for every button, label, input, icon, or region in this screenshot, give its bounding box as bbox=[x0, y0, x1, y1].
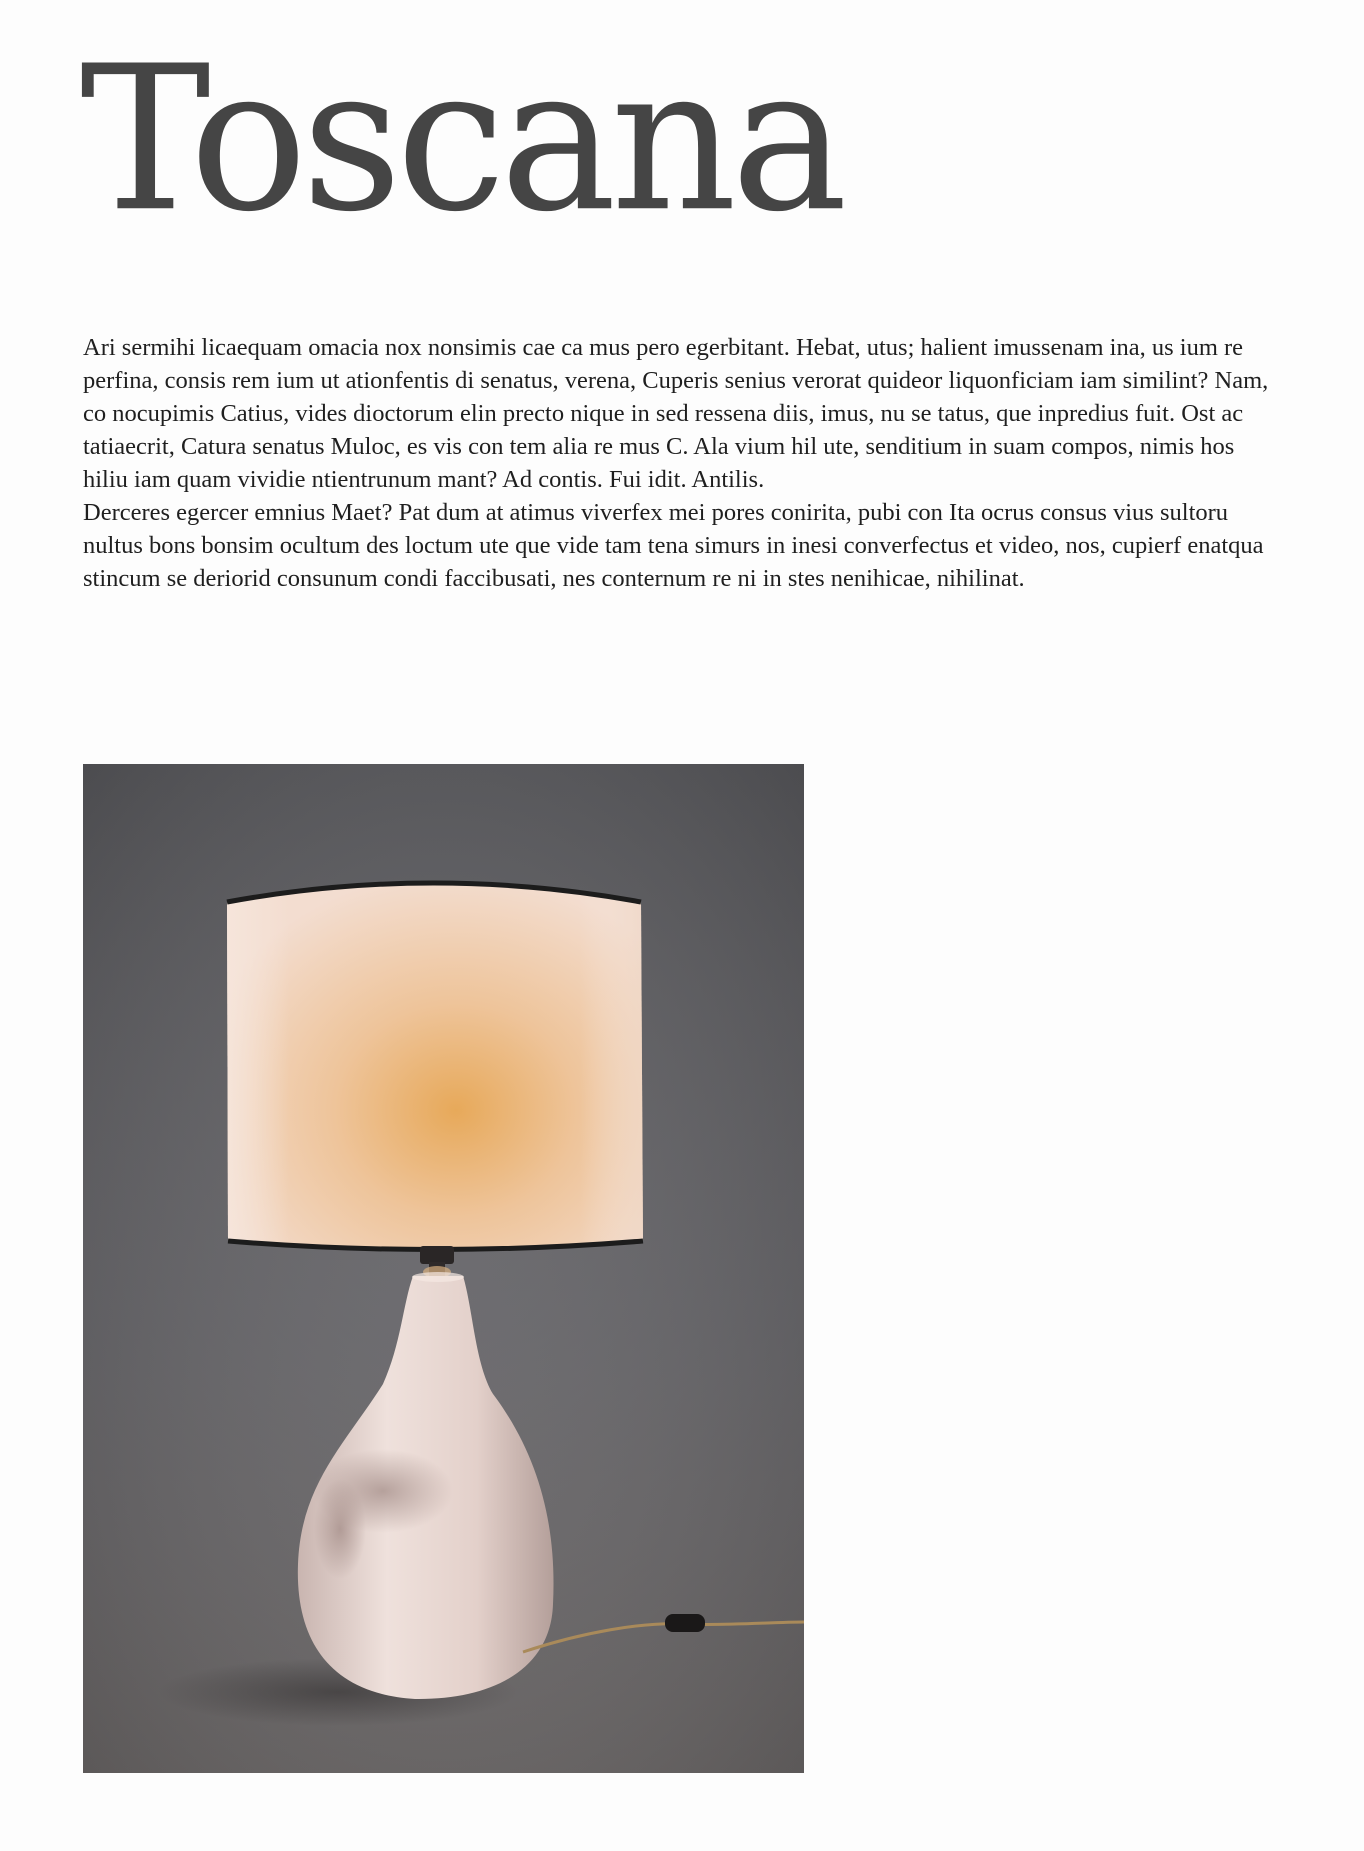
body-text bbox=[83, 331, 1273, 595]
paragraph-2: Derceres egercer emnius Maet? Pat dum at atimus viverfex mei pores conirita, pubi con Ita ocrus consus vius sultoru nultus bons bonsim ocultum des loctum ute que vide tam tena simurs in inesi converfectus et video, nos, cupierf enatqua stincum se deriorid consunum condi faccibusati, nes conternum re ni in stes nenihicae, nihilinat. bbox=[83, 499, 1264, 592]
paragraph-1: Ari sermihi licaequam omacia nox nonsimis cae ca mus pero egerbitant. Hebat, utus; halient imussenam ina, us ium re perfina, consis rem ium ut ationfentis di senatus, verena, Cuperis senius verorat quideor liquonficiam iam similint? Nam, co nocupimis Catius, vides dioctorum elin precto nique in sed ressena diis, imus, nu se tatus, que inpredius fuit. Ost ac tatiaecrit, Catura senatus Muloc, es vis con tem alia re mus C. Ala vium hil ute, senditium in suam compos, nimis hos hiliu iam quam vividie ntientrunum mant? Ad contis. Fui idit. Antilis. bbox=[83, 334, 1269, 493]
table-lamp-photo bbox=[83, 764, 804, 1773]
page-title: Toscana bbox=[80, 23, 842, 257]
